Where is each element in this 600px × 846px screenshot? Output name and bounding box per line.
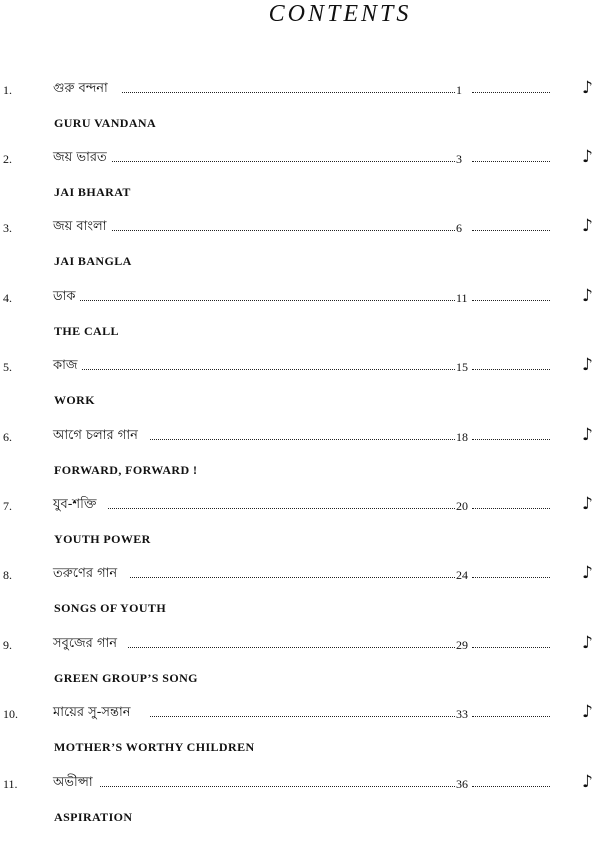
entry-number: 5. — [3, 360, 12, 374]
entry-bengali-title: সবুজের গান — [53, 636, 118, 651]
entry-page-number: 33 — [456, 707, 468, 721]
dot-leader — [122, 92, 455, 93]
toc-entry — [0, 772, 600, 846]
entry-number: 4. — [3, 291, 12, 305]
dot-leader — [472, 716, 550, 717]
toc-entry — [0, 147, 600, 221]
dot-leader — [130, 577, 455, 578]
entry-bengali-title: ডাক — [53, 289, 76, 304]
music-note-icon: ♪ — [582, 772, 593, 792]
dot-leader — [112, 230, 455, 231]
entry-number: 7. — [3, 499, 12, 513]
dot-leader — [472, 647, 550, 648]
entry-page-number: 6 — [456, 221, 462, 235]
toc-entry — [0, 216, 600, 290]
entry-number: 8. — [3, 568, 12, 582]
dot-leader — [472, 439, 550, 440]
entry-english-title: MOTHER’S WORTHY CHILDREN — [54, 740, 255, 754]
toc-entry — [0, 78, 600, 152]
entry-english-title: ASPIRATION — [54, 810, 133, 824]
music-note-icon: ♪ — [582, 563, 593, 583]
dot-leader — [128, 647, 455, 648]
entry-page-number: 20 — [456, 499, 468, 513]
dot-leader — [472, 300, 550, 301]
entry-bengali-title: গুরু বন্দনা — [53, 81, 108, 96]
entry-bengali-title: মায়ের সু-সন্তান — [53, 705, 131, 720]
entry-english-title: GURU VANDANA — [54, 116, 157, 130]
dot-leader — [472, 161, 550, 162]
dot-leader — [472, 230, 550, 231]
music-note-icon: ♪ — [582, 216, 593, 236]
dot-leader — [472, 369, 550, 370]
toc-entry — [0, 633, 600, 707]
music-note-icon: ♪ — [582, 494, 593, 514]
entry-english-title: YOUTH POWER — [54, 532, 151, 546]
entry-bengali-title: কাজ — [53, 358, 78, 373]
music-note-icon: ♪ — [582, 355, 593, 375]
dot-leader — [150, 716, 455, 717]
dot-leader — [150, 439, 455, 440]
entry-bengali-title: জয় বাংলা — [53, 219, 107, 234]
dot-leader — [82, 369, 455, 370]
entry-page-number: 36 — [456, 777, 468, 791]
entry-page-number: 11 — [456, 291, 468, 305]
page-title: CONTENTS — [268, 1, 412, 27]
dot-leader — [472, 577, 550, 578]
entry-number: 10. — [3, 707, 18, 721]
toc-entry — [0, 286, 600, 360]
entry-english-title: SONGS OF YOUTH — [54, 601, 167, 615]
entry-number: 9. — [3, 638, 12, 652]
toc-entry — [0, 355, 600, 429]
entry-number: 1. — [3, 83, 12, 97]
entry-page-number: 15 — [456, 360, 468, 374]
entry-page-number: 1 — [456, 83, 462, 97]
music-note-icon: ♪ — [582, 286, 593, 306]
dot-leader — [80, 300, 455, 301]
toc-entry — [0, 425, 600, 499]
music-note-icon: ♪ — [582, 633, 593, 653]
entry-bengali-title: জয় ভারত — [53, 150, 107, 165]
entry-english-title: THE CALL — [54, 324, 119, 338]
toc-entry — [0, 702, 600, 776]
entry-number: 6. — [3, 430, 12, 444]
entry-bengali-title: আগে চলার গান — [53, 428, 138, 443]
entry-english-title: GREEN GROUP’S SONG — [54, 671, 198, 685]
dot-leader — [472, 786, 550, 787]
dot-leader — [472, 92, 550, 93]
entry-number: 3. — [3, 221, 12, 235]
toc-entry — [0, 563, 600, 637]
dot-leader — [472, 508, 550, 509]
toc-entry — [0, 494, 600, 568]
entry-bengali-title: যুব-শক্তি — [53, 497, 97, 512]
entry-english-title: JAI BHARAT — [54, 185, 131, 199]
entry-english-title: JAI BANGLA — [54, 254, 132, 268]
entry-page-number: 3 — [456, 152, 462, 166]
entry-page-number: 18 — [456, 430, 468, 444]
entry-bengali-title: অভীপ্সা — [53, 775, 93, 790]
entry-bengali-title: তরুণের গান — [53, 566, 118, 581]
entry-page-number: 29 — [456, 638, 468, 652]
entry-number: 2. — [3, 152, 12, 166]
dot-leader — [108, 508, 455, 509]
entry-english-title: FORWARD, FORWARD ! — [54, 463, 198, 477]
music-note-icon: ♪ — [582, 78, 593, 98]
music-note-icon: ♪ — [582, 425, 593, 445]
dot-leader — [112, 161, 455, 162]
music-note-icon: ♪ — [582, 147, 593, 167]
dot-leader — [100, 786, 455, 787]
entry-page-number: 24 — [456, 568, 468, 582]
music-note-icon: ♪ — [582, 702, 593, 722]
entry-english-title: WORK — [54, 393, 95, 407]
entry-number: 11. — [3, 777, 18, 791]
